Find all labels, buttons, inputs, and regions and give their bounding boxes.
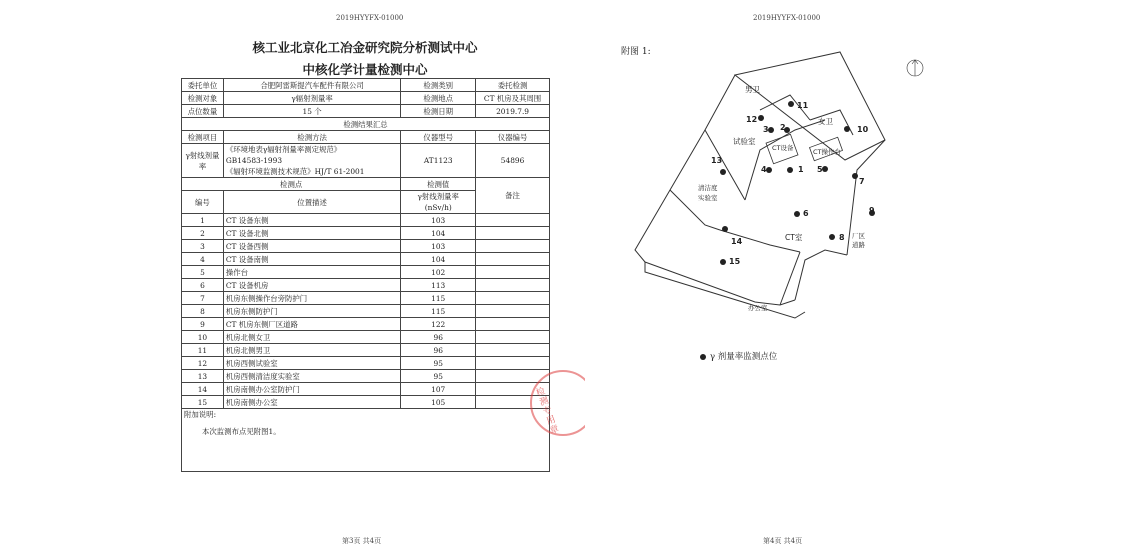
result-rows [182,214,550,409]
room-male-wc: 男卫 [745,85,760,94]
monitoring-point-label: 6 [803,209,809,218]
result-note [476,279,550,292]
info-value: γ辐射剂量率 [223,92,400,105]
monitoring-point-label: 14 [731,237,743,246]
unit-header-line-1: γ射线剂量率 [417,192,459,201]
room-ct-device: CT设备 [772,144,794,152]
result-note [476,318,550,331]
monitoring-point-marker [829,234,835,240]
result-row [182,240,550,253]
method-item: γ射线剂量率 [182,144,224,178]
result-note [476,253,550,266]
value-header: 检测值 [401,178,476,191]
report-table [181,78,550,472]
result-desc: 机房西侧清洁度实验室 [223,370,400,383]
result-desc: 机房北侧女卫 [223,331,400,344]
serial-header: 仪器编号 [476,131,550,144]
info-label: 检测类别 [401,79,476,92]
monitoring-point-marker [722,226,728,232]
figure-label: 附图 1: [621,47,651,57]
room-clean-lab-line-1: 清洁度 [698,184,718,192]
result-desc: 机房东侧防护门 [223,305,400,318]
result-value: 107 [401,383,476,396]
monitoring-point-label: 1 [798,165,804,174]
result-row [182,253,550,266]
result-no: 12 [182,357,224,370]
method-header: 检测方法 [223,131,400,144]
result-value: 95 [401,357,476,370]
result-row [182,266,550,279]
result-row [182,344,550,357]
monitoring-point-label: 4 [761,165,767,174]
result-no: 8 [182,305,224,318]
method-header-row [182,131,550,144]
room-test-room: 试验室 [733,137,756,146]
result-desc: CT 设备东侧 [223,214,400,227]
room-operation-desk: CT操作台 [813,148,842,156]
monitoring-point-label: 3 [763,125,769,134]
result-row [182,279,550,292]
result-desc: CT 机房东侧厂区道路 [223,318,400,331]
result-value: 96 [401,344,476,357]
serial-value: 54896 [476,144,550,178]
result-no: 4 [182,253,224,266]
result-note [476,331,550,344]
result-no: 11 [182,344,224,357]
info-label: 点位数量 [182,105,224,118]
monitoring-point-label: 8 [839,233,845,242]
info-value: 合肥阿雷斯提汽车配件有限公司 [223,79,400,92]
info-label: 委托单位 [182,79,224,92]
monitoring-point-marker [852,173,858,179]
monitoring-point-marker [720,259,726,265]
room-office: 办公室 [748,304,768,312]
monitoring-point-label: 5 [817,165,823,174]
wall-office-divider [780,252,800,305]
monitoring-point-marker [720,169,726,175]
report-subtitle: 中核化学计量检测中心 [302,62,428,77]
monitoring-point-label: 13 [711,156,723,165]
result-row [182,370,550,383]
info-value: CT 机房及其周围 [476,92,550,105]
result-desc: CT 设备机房 [223,279,400,292]
no-header: 编号 [182,191,224,214]
info-label: 检测日期 [401,105,476,118]
monitoring-point-marker [766,167,772,173]
summary-title-row [182,118,550,131]
result-desc: 机房北侧男卫 [223,344,400,357]
page-number: 第4页 共4页 [763,537,803,545]
result-desc: 机房南侧办公室防护门 [223,383,400,396]
result-note [476,292,550,305]
result-row [182,227,550,240]
result-value: 115 [401,305,476,318]
result-value: 122 [401,318,476,331]
result-value: 95 [401,370,476,383]
monitoring-point-label: 9 [869,206,875,215]
result-no: 10 [182,331,224,344]
monitoring-point-label: 7 [859,177,865,186]
result-desc: 操作台 [223,266,400,279]
result-row [182,214,550,227]
notes-text: 本次监测布点见附图1。 [202,427,281,436]
right-page [585,0,990,559]
wall-south-left [645,262,795,305]
method-row [182,144,550,178]
summary-title: 检测结果汇总 [182,118,550,131]
wall-west [635,130,705,262]
result-no: 5 [182,266,224,279]
result-note [476,266,550,279]
results-header-row [182,178,550,191]
method-item-header: 检测项目 [182,131,224,144]
result-value: 113 [401,279,476,292]
result-no: 1 [182,214,224,227]
monitoring-point-marker [844,126,850,132]
info-row [182,105,550,118]
result-row [182,331,550,344]
notes-row [182,409,550,472]
north-arrow-icon [907,60,923,76]
result-no: 2 [182,227,224,240]
wall-north-block [735,52,885,160]
result-desc: 机房东侧操作台旁防护门 [223,292,400,305]
result-note [476,357,550,370]
info-row [182,92,550,105]
result-value: 103 [401,240,476,253]
notes-label: 附加说明: [184,410,217,419]
info-row [182,79,550,92]
result-note [476,240,550,253]
model-value: AT1123 [401,144,476,178]
result-row [182,357,550,370]
result-no: 15 [182,396,224,409]
point-header: 检测点 [182,178,401,191]
doc-code: 2019HYYFX-01000 [336,14,404,22]
info-label: 检测对象 [182,92,224,105]
result-row [182,305,550,318]
result-row [182,318,550,331]
result-no: 7 [182,292,224,305]
monitoring-point-label: 12 [746,115,758,124]
info-label: 检测地点 [401,92,476,105]
note-header: 备注 [476,178,550,214]
info-value: 15 个 [223,105,400,118]
result-no: 3 [182,240,224,253]
monitoring-point-label: 11 [797,101,809,110]
road-label-line-2: 道路 [852,241,865,249]
result-no: 13 [182,370,224,383]
legend [700,350,777,362]
doc-code: 2019HYYFX-01000 [753,14,821,22]
monitoring-point-label: 2 [780,123,786,132]
result-value: 104 [401,253,476,266]
point-marker-icon [700,354,706,360]
result-no: 9 [182,318,224,331]
unit-header [401,191,476,214]
room-clean-lab-line-2: 实验室 [698,194,718,202]
result-desc: CT 设备北侧 [223,227,400,240]
desc-header: 位置描述 [223,191,400,214]
result-value: 115 [401,292,476,305]
result-desc: CT 设备西侧 [223,240,400,253]
result-desc: 机房南侧办公室 [223,396,400,409]
monitoring-point-marker [788,101,794,107]
result-value: 105 [401,396,476,409]
result-desc: CT 设备南侧 [223,253,400,266]
info-value: 2019.7.9 [476,105,550,118]
page-number: 第3页 共4页 [342,537,382,545]
legend-label: γ 剂量率监测点位 [710,352,778,362]
unit-header-line-2: (nSv/h) [424,203,452,212]
result-row [182,396,550,409]
monitoring-point-marker [768,127,774,133]
method-line-2: GB14583-1993 [225,156,283,165]
floor-plan-walls [635,52,885,318]
monitoring-point-marker [794,211,800,217]
result-row [182,292,550,305]
road-label-line-1: 厂区 [852,232,865,240]
monitoring-point-label: 15 [729,257,741,266]
monitoring-point-marker [822,166,828,172]
wall-south-right [795,250,847,300]
result-no: 14 [182,383,224,396]
result-value: 104 [401,227,476,240]
info-value: 委托检测 [476,79,550,92]
result-value: 103 [401,214,476,227]
result-value: 96 [401,331,476,344]
result-desc: 机房西侧试验室 [223,357,400,370]
result-no: 6 [182,279,224,292]
result-note [476,305,550,318]
notes-cell [182,409,550,472]
result-note [476,214,550,227]
monitoring-point-label: 10 [857,125,869,134]
room-ct-room: CT室 [785,233,803,242]
monitoring-point-marker [758,115,764,121]
method-text [223,144,400,178]
method-line-1: 《环境地表γ辐射剂量率测定规范》 [225,145,342,154]
report-title: 核工业北京化工冶金研究院分析测试中心 [252,40,478,55]
model-header: 仪器型号 [401,131,476,144]
left-page [150,0,580,559]
result-row [182,383,550,396]
result-note [476,227,550,240]
room-labels [698,85,866,312]
room-female-wc: 女卫 [818,117,833,126]
floor-plan-map [585,0,990,559]
method-line-3: 《辐射环境监测技术规范》HJ/T 61-2001 [225,167,365,176]
monitoring-point-marker [787,167,793,173]
inspection-stamp-text: 检测专用章 [532,385,560,437]
result-note [476,344,550,357]
result-value: 102 [401,266,476,279]
